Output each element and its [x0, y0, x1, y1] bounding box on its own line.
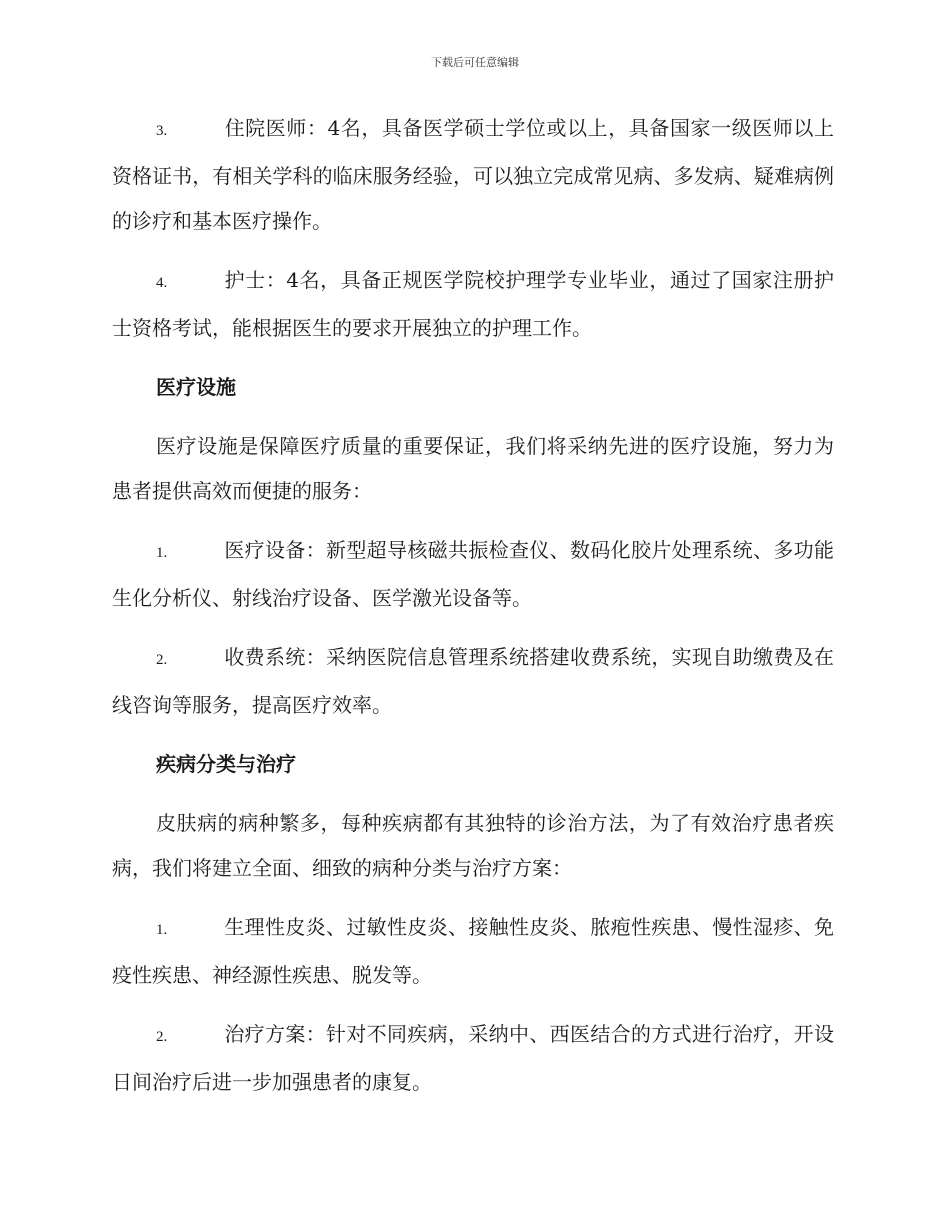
section-heading-diseases: 疾病分类与治疗: [156, 752, 296, 776]
list-item-facilities-2: [112, 635, 834, 728]
list-item-diseases-2: [112, 1012, 834, 1105]
list-number: 2.: [156, 1029, 168, 1045]
list-item-text: 收费系统：采纳医院信息管理系统搭建收费系统，实现自助缴费及在线咨询等服务，提高医疗效率。: [112, 645, 834, 717]
list-item-text: 生理性皮炎、过敏性皮炎、接触性皮炎、脓疱性疾患、慢性湿疹、免疫性疾患、神经源性疾患、脱发等。: [112, 915, 834, 987]
facilities-intro: 医疗设施是保障医疗质量的重要保证，我们将采纳先进的医疗设施，努力为患者提供高效而便捷的服务：: [112, 434, 834, 503]
list-number: 2.: [156, 652, 168, 668]
list-number: 1.: [156, 545, 168, 561]
list-item-staff-4: [112, 258, 834, 351]
section-heading-facilities: 医疗设施: [156, 375, 236, 399]
diseases-intro: 皮肤病的病种繁多，每种疾病都有其独特的诊治方法，为了有效治疗患者疾病，我们将建立全面、细致的病种分类与治疗方案：: [112, 811, 834, 880]
list-item-text: 护士：4名，具备正规医学院校护理学专业毕业，通过了国家注册护士资格考试，能根据医生的要求开展独立的护理工作。: [112, 268, 834, 340]
list-item-staff-3: [112, 106, 834, 244]
list-item-text: 医疗设备：新型超导核磁共振检查仪、数码化胶片处理系统、多功能生化分析仪、射线治疗设备、医学激光设备等。: [112, 538, 834, 610]
document-body: [112, 106, 834, 1105]
list-item-facilities-1: [112, 528, 834, 621]
list-item-text: 住院医师：4名，具备医学硕士学位或以上，具备国家一级医师以上资格证书，有相关学科的临床服务经验，可以独立完成常见病、多发病、疑难病例的诊疗和基本医疗操作。: [112, 116, 834, 233]
list-number: 1.: [156, 922, 168, 938]
header-note: 下载后可任意编辑: [431, 56, 519, 69]
list-number: 4.: [156, 275, 168, 291]
list-item-diseases-1: [112, 905, 834, 998]
list-item-text: 治疗方案：针对不同疾病，采纳中、西医结合的方式进行治疗，开设日间治疗后进一步加强患者的康复。: [112, 1022, 834, 1094]
list-number: 3.: [156, 123, 168, 139]
